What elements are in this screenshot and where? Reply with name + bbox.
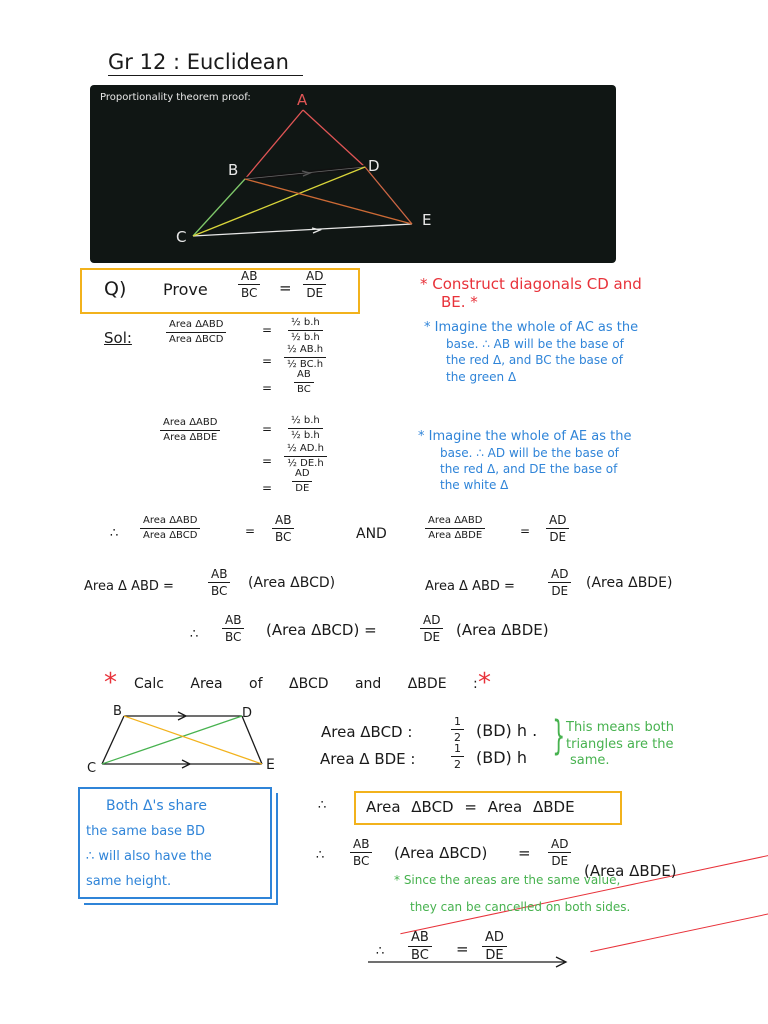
area1-lhs: Area Δ ABD = — [84, 579, 174, 594]
green-note-line1: This means both — [566, 720, 675, 735]
t2-frac2: $\frac{AD}{DE}$ — [420, 614, 443, 643]
block1-ratio: Area ΔABD Area ΔBCD — [166, 320, 226, 345]
note1-line4: the green Δ — [446, 370, 517, 384]
page-title: Gr 12 : Euclidean — [108, 50, 303, 76]
equal-areas-text: Area ΔBCD = Area ΔBDE — [366, 798, 575, 816]
cancelled-area-bde: (Area ΔBDE) — [584, 862, 768, 880]
calc-star-left: * — [104, 668, 117, 698]
question-label: Q) — [104, 278, 127, 300]
t2-rest: (Area ΔBDE) — [456, 621, 549, 639]
prove-label: Prove — [163, 280, 208, 299]
blue-box-line2: the same base BD — [86, 824, 206, 839]
eq-sign: = — [262, 323, 273, 337]
trap-label-c: C — [87, 761, 97, 776]
note1-line2: base. ∴ AB will be the base of — [446, 337, 624, 351]
note2-line2: base. ∴ AD will be the base of — [440, 446, 619, 460]
trap-label-b: B — [113, 704, 122, 719]
therefore-symbol: ∴ — [318, 798, 327, 813]
triangle-figure-panel — [90, 85, 616, 263]
block1-step1: $\frac{\text{½ b.h}}{\text{½ b.h}}$ — [288, 318, 323, 343]
construct-note-line1: * Construct diagonals CD and — [420, 275, 642, 293]
solution-label: Sol: — [104, 329, 132, 347]
cancel-frac1: $\frac{AB}{BC}$ — [350, 838, 372, 867]
green-note-line3: same. — [570, 753, 610, 768]
block2-step1: $\frac{\text{½ b.h}}{\text{½ b.h}}$ — [288, 416, 323, 441]
figure-caption: Proportionality theorem proof: — [100, 92, 251, 103]
blue-box-line4: same height. — [86, 874, 172, 889]
vertex-label-e: E — [422, 211, 432, 229]
therefore-symbol: ∴ — [376, 944, 385, 959]
eq-sign: = — [245, 524, 256, 538]
therefore-symbol: ∴ — [190, 627, 199, 642]
vertex-label-b: B — [228, 161, 239, 179]
green-note-line2: triangles are the — [566, 737, 674, 752]
eq-sign: = — [262, 354, 273, 368]
cancelled-area-bcd: (Area ΔBCD) — [394, 844, 768, 862]
eq-sign: = — [520, 524, 531, 538]
cancel-note-line2: they can be cancelled on both sides. — [410, 900, 631, 914]
brace: } — [552, 713, 566, 759]
cancel-frac2: $\frac{AD}{DE}$ — [548, 838, 571, 867]
note1-line3: the red Δ, and BC the base of — [446, 353, 623, 367]
area1-rest: (Area ΔBCD) — [248, 575, 336, 591]
block2-ratio: Area ΔABD Area ΔBDE — [160, 418, 220, 443]
block2-step3: $\frac{AD}{DE}$ — [292, 469, 313, 494]
final-equals: = — [456, 940, 469, 958]
area-bde-label: Area Δ BDE : — [320, 750, 416, 768]
prove-rhs-fraction: $\frac{AD}{DE}$ — [303, 270, 326, 299]
blue-box-line1: Both Δ's share — [106, 798, 207, 814]
block2-step2: $\frac{\text{½ AD.h}}{\text{½ DE.h}}$ — [284, 444, 327, 469]
therefore-symbol: ∴ — [110, 526, 119, 541]
block1-step3: $\frac{AB}{BC}$ — [294, 370, 314, 395]
t1-frac1: Area ΔABD Area ΔBCD — [140, 516, 200, 541]
calc-heading: Calc Area of ΔBCD and ΔBDE : — [134, 676, 478, 692]
block1-step2: $\frac{\text{½ AB.h}}{\text{½ BC.h}}$ — [284, 345, 326, 370]
eq-sign: = — [262, 481, 273, 495]
final-frac2: $\frac{AD}{DE}$ — [482, 931, 507, 962]
blue-box-line3: ∴ will also have the — [86, 849, 212, 864]
area-bcd-tail: (BD) h . — [476, 721, 538, 740]
half-fraction: $\frac{1}{2}$ — [451, 716, 464, 743]
final-frac1: $\frac{AB}{BC}$ — [408, 931, 432, 962]
note2-line3: the red Δ, and DE the base of — [440, 462, 618, 476]
eq-sign: = — [262, 381, 273, 395]
final-arrow — [366, 955, 586, 969]
t1-frac3: Area ΔABD Area ΔBDE — [425, 516, 485, 541]
vertex-label-a: A — [297, 91, 308, 109]
cancel-equals: = — [518, 844, 531, 862]
prove-equals: = — [279, 279, 292, 297]
area1-frac: $\frac{AB}{BC}$ — [208, 568, 230, 597]
area2-lhs: Area Δ ABD = — [425, 579, 515, 594]
eq-sign: = — [262, 422, 273, 436]
calc-star-right: * — [478, 668, 491, 698]
vertex-label-d: D — [368, 157, 380, 175]
cancel-note-line1: * Since the areas are the same value, — [394, 873, 621, 887]
area2-rest: (Area ΔBDE) — [586, 575, 673, 591]
t1-frac2: $\frac{AB}{BC}$ — [272, 514, 294, 543]
t2-frac1: $\frac{AB}{BC}$ — [222, 614, 244, 643]
t1-frac4: $\frac{AD}{DE}$ — [546, 514, 569, 543]
area2-frac: $\frac{AD}{DE}$ — [548, 568, 571, 597]
note2-line4: the white Δ — [440, 478, 509, 492]
note1-line1: * Imagine the whole of AC as the — [424, 320, 639, 335]
trap-label-e: E — [266, 757, 275, 773]
area-bde-tail: (BD) h — [476, 748, 528, 767]
and-label: AND — [356, 526, 387, 542]
note2-line1: * Imagine the whole of AE as the — [418, 429, 632, 444]
trap-label-d: D — [242, 706, 253, 721]
area-bcd-label: Area ΔBCD : — [321, 723, 413, 741]
t2-mid: (Area ΔBCD) = — [266, 621, 377, 639]
eq-sign: = — [262, 454, 273, 468]
vertex-label-c: C — [176, 228, 187, 246]
therefore-symbol: ∴ — [316, 848, 325, 863]
triangle-diagram — [90, 85, 616, 263]
prove-lhs-fraction: $\frac{AB}{BC}$ — [238, 270, 260, 299]
half-fraction: $\frac{1}{2}$ — [451, 743, 464, 770]
construct-note-line2: BE. * — [441, 293, 478, 311]
